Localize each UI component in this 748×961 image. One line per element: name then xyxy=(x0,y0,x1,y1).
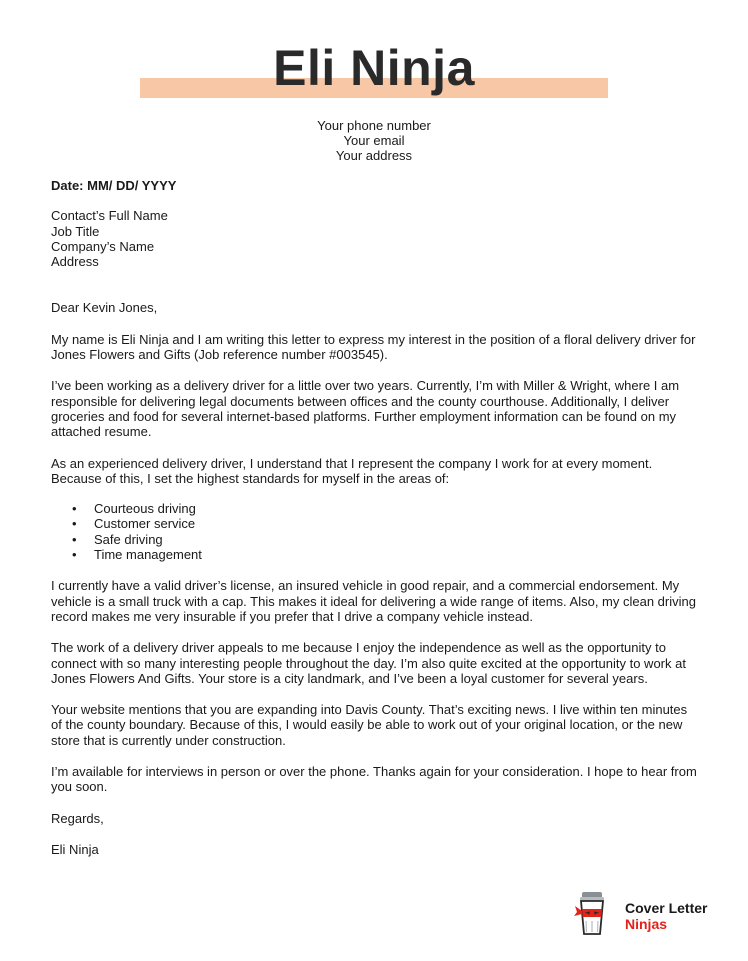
letter-date: Date: MM/ DD/ YYYY xyxy=(51,178,177,193)
list-item-label: Courteous driving xyxy=(94,501,196,517)
paragraph-license: I currently have a valid driver’s license, an insured vehicle in good repair, and a commercial endorsement. My vehicle is a small truck with a cap. This makes it ideal for delivering a wide range of items. Also, my clean driving record makes me very insurable if you prefer that I drive a company vehicle instead. xyxy=(51,578,696,624)
contact-email: Your email xyxy=(343,133,405,148)
bullet-icon: • xyxy=(72,516,77,532)
letter-body xyxy=(51,178,701,873)
list-item-label: Customer service xyxy=(94,516,196,532)
applicant-name: Eli Ninja xyxy=(273,40,475,96)
skills-list xyxy=(51,501,701,562)
contact-address: Your address xyxy=(335,148,413,163)
contact-block xyxy=(0,118,748,163)
recipient-name: Contact’s Full Name xyxy=(51,208,168,224)
list-item xyxy=(72,531,701,547)
paragraph-location: Your website mentions that you are expanding into Davis County. That’s exciting news. I live within ten minutes of the county boundary. Because of this, I would easily be able to work out of your original location, or the new store that is currently under construction. xyxy=(51,702,688,748)
paragraph-intro: My name is Eli Ninja and I am writing this letter to express my interest in the position of a floral delivery driver for Jones Flowers and Gifts (Job reference number #003545). xyxy=(51,331,696,363)
bullet-icon: • xyxy=(72,531,77,547)
recipient-block xyxy=(51,208,701,269)
bullet-icon: • xyxy=(72,501,77,517)
paragraph-experience: I’ve been working as a delivery driver for a little over two years. Currently, I’m with Miller & Wright, where I am responsible for delivering legal documents between offices and the county courthouse. Additionally, I deliver groceries and food for several internet-based platforms. Further employment information can be found on my attached resume. xyxy=(51,378,680,440)
logo-text-line2: Ninjas xyxy=(625,916,668,932)
recipient-title: Job Title xyxy=(51,223,100,239)
list-item-label: Time management xyxy=(94,547,202,563)
recipient-address: Address xyxy=(51,254,99,270)
paragraph-motivation: The work of a delivery driver appeals to me because I enjoy the independence as well as the opportunity to connect with so many interesting people throughout the day. I’m also quite excited at the opportunity to work at Jones Flowers And Gifts. Your store is a city landmark, and I’ve been a loyal customer for several years. xyxy=(51,640,686,686)
list-item xyxy=(72,547,701,563)
ninja-cup-icon xyxy=(574,890,618,938)
list-item xyxy=(72,501,701,517)
cover-letter-ninjas-logo xyxy=(574,890,724,940)
recipient-company: Company’s Name xyxy=(51,238,155,254)
salutation: Dear Kevin Jones, xyxy=(51,300,158,316)
bullet-icon: • xyxy=(72,547,77,563)
logo-text-line1: Cover Letter xyxy=(625,900,708,916)
paragraph-availability: I’m available for interviews in person or over the phone. Thanks again for your consideration. I hope to hear from you soon. xyxy=(51,764,697,795)
list-item-label: Safe driving xyxy=(94,531,163,547)
list-item xyxy=(72,516,701,532)
closing: Regards, xyxy=(51,810,104,826)
paragraph-standards: As an experienced delivery driver, I understand that I represent the company I work for at every moment. Because of this, I set the highest standards for myself in the areas of: xyxy=(51,455,653,486)
contact-phone: Your phone number xyxy=(317,118,431,133)
signature: Eli Ninja xyxy=(51,841,99,857)
